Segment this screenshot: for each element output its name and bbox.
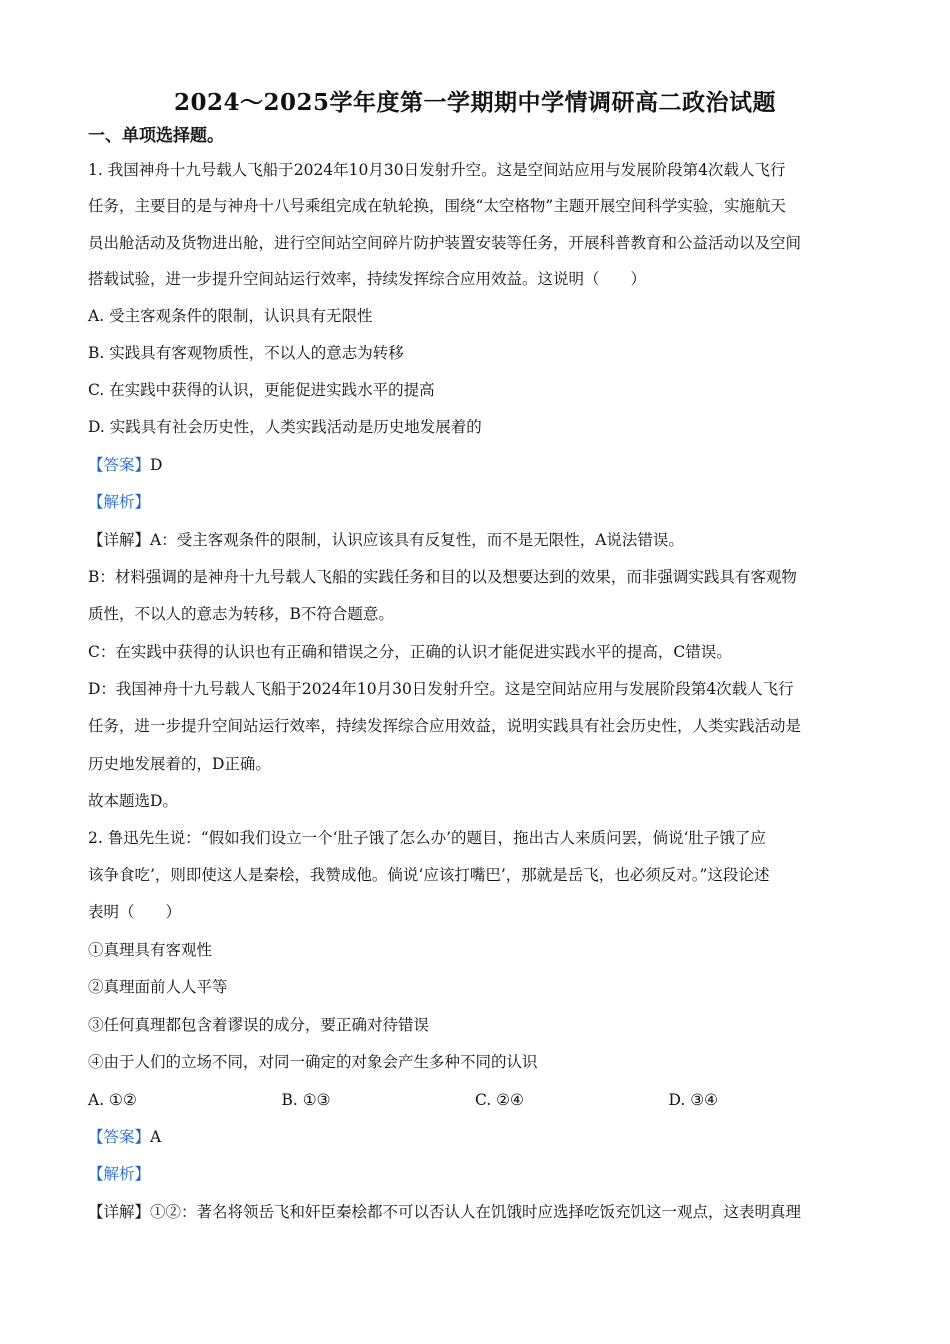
q2-detail-text: ①②：著名将领岳飞和奸臣秦桧都不可以否认人在饥饿时应选择吃饭充饥这一观点，这表明真理 [150,1203,802,1221]
q2-analysis-line [88,1164,862,1184]
q1-option-b: B. 实践具有客观物质性，不以人的意志为转移 [88,344,404,362]
q1-option-d: D. 实践具有社会历史性，人类实践活动是历史地发展着的 [88,418,482,436]
q1-analysis-line [88,492,862,512]
q1-detail-line-3: 质性，不以人的意志为转移，B不符合题意。 [88,605,394,623]
q2-answer-tag: 【答案】 [88,1128,151,1146]
q1-conclusion: 故本题选D。 [88,792,178,810]
q1-analysis-tag: 【解析】 [88,493,151,511]
q1-detail-tag: 【详解】 [88,531,151,549]
q2-detail-tag: 【详解】 [88,1203,151,1221]
q2-stem-line-3: 表明（ ） [88,903,182,921]
page-title: 2024～2025学年度第一学期期中学情调研高二政治试题 [173,89,777,116]
q2-statement-1: ①真理具有客观性 [88,941,213,959]
q2-answer-value: A [150,1128,162,1146]
section-heading: 一、单项选择题。 [88,126,224,146]
q1-answer-value: D [150,456,163,474]
q2-statement-3: ③任何真理都包含着谬误的成分，要正确对待错误 [88,1016,430,1034]
q2-choice-b: B. ①③ [281,1091,331,1109]
q1-detail-line-6: 任务，进一步提升空间站运行效率，持续发挥综合应用效益，说明实践具有社会历史性，人类实践活动是 [88,717,802,735]
q1-detail-line-1 [88,530,862,550]
q1-stem-line-4: 搭载试验，进一步提升空间站运行效率，持续发挥综合应用效益。这说明（ ） [88,270,647,288]
q2-choice-c: C. ②④ [475,1091,524,1109]
q1-answer-line [88,455,862,475]
q1-answer-tag: 【答案】 [88,456,151,474]
q2-stem-line-1: 2. 鲁迅先生说：“假如我们设立一个‘肚子饿了怎么办’的题目，拖出古人来质问罢，倘说‘肚子饿了应 [88,829,766,847]
q1-detail-line-2: B：材料强调的是神舟十九号载人飞船的实践任务和目的以及想要达到的效果，而非强调实践具有客观物 [88,568,797,586]
q2-stem-line-2: 该争食吃’，则即使这人是秦桧，我赞成他。倘说‘应该打嘴巴’，那就是岳飞，也必须反对。”这段论述 [88,866,770,884]
q1-detail-line-5: D：我国神舟十九号载人飞船于2024年10月30日发射升空。这是空间站应用与发展阶段第4次载人飞行 [88,680,794,698]
q2-choice-d: D. ③④ [668,1091,719,1109]
q1-option-c: C. 在实践中获得的认识，更能促进实践水平的提高 [88,381,435,399]
q2-choices [88,1090,862,1110]
q2-choice-a: A. ①② [88,1091,137,1109]
q1-stem-line-3: 员出舱活动及货物进出舱，进行空间站空间碎片防护装置安装等任务，开展科普教育和公益活动以及空间 [88,234,802,252]
q1-stem-line-1: 1. 我国神舟十九号载人飞船于2024年10月30日发射升空。这是空间站应用与发展阶段第4次载人飞行 [88,161,786,179]
q2-statement-4: ④由于人们的立场不同，对同一确定的对象会产生多种不同的认识 [88,1053,538,1071]
q1-option-a: A. 受主客观条件的限制，认识具有无限性 [88,307,373,325]
q1-detail-line-4: C：在实践中获得的认识也有正确和错误之分，正确的认识才能促进实践水平的提高，C错误。 [88,643,732,661]
q2-detail-line-1 [88,1202,862,1222]
q2-answer-line [88,1127,862,1147]
q1-detail-line-7: 历史地发展着的，D正确。 [88,755,271,773]
q1-detail-text-1: A：受主客观条件的限制，认识应该具有反复性，而不是无限性，A说法错误。 [150,531,684,549]
q2-analysis-tag: 【解析】 [88,1165,151,1183]
q2-statement-2: ②真理面前人人平等 [88,978,228,996]
q1-stem-line-2: 任务，主要目的是与神舟十八号乘组完成在轨轮换，围绕“太空格物”主题开展空间科学实验，实施航天 [88,197,786,215]
